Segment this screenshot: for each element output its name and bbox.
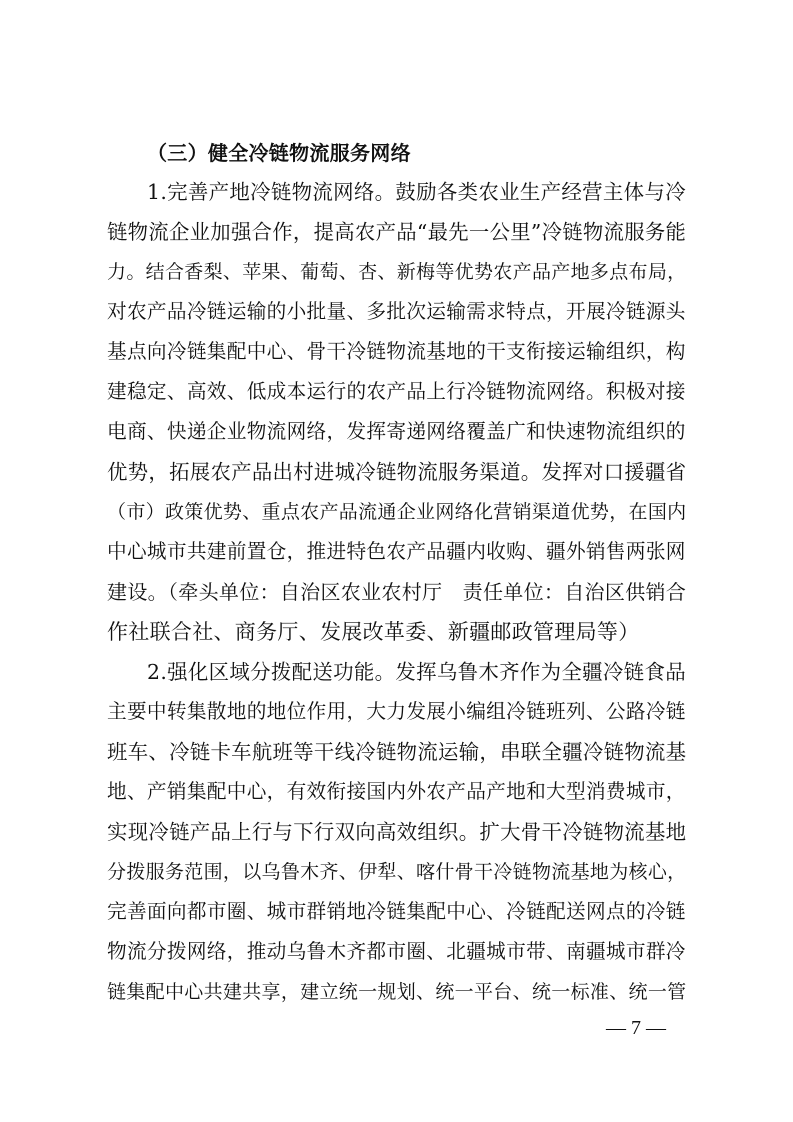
paragraph-1-line-5: 基点向冷链集配中心、骨干冷链物流基地的干支衔接运输组织，构 [107, 340, 686, 363]
paragraph-1-line-6: 建稳定、高效、低成本运行的农产品上行冷链物流网络。积极对接 [107, 380, 686, 403]
paragraph-1-line-1: 1.完善产地冷链物流网络。鼓励各类农业生产经营主体与冷 [147, 180, 686, 204]
paragraph-2-line-9: 链集配中心共建共享，建立统一规划、统一平台、统一标准、统一管 [107, 981, 686, 1003]
paragraph-2-line-2: 主要中转集散地的地位作用，大力发展小编组冷链班列、公路冷链 [107, 700, 686, 723]
page-number: — 7 — [606, 1017, 666, 1039]
paragraph-1-line-11: 建设。（牵头单位：自治区农业农村厅 责任单位：自治区供销合 [107, 580, 686, 604]
paragraph-2-line-1: 2.强化区域分拨配送功能。发挥乌鲁木齐作为全疆冷链食品 [147, 660, 686, 684]
paragraph-1-line-12: 作社联合社、商务厅、发展改革委、新疆邮政管理局等） [107, 620, 640, 644]
paragraph-2-line-3: 班车、冷链卡车航班等干线冷链物流运输，串联全疆冷链物流基 [107, 740, 686, 764]
paragraph-1-line-4: 对农产品冷链运输的小批量、多批次运输需求特点，开展冷链源头 [107, 300, 686, 323]
paragraph-2-line-7: 完善面向都市圈、城市群销地冷链集配中心、冷链配送网点的冷链 [107, 900, 686, 923]
section-heading: （三）健全冷链物流服务网络 [147, 141, 411, 165]
paragraph-1-line-8: 优势，拓展农产品出村进城冷链物流服务渠道。发挥对口援疆省 [107, 460, 686, 484]
paragraph-2-line-4: 地、产销集配中心，有效衔接国内外农产品产地和大型消费城市， [107, 780, 686, 803]
paragraph-1-line-3: 力。结合香梨、苹果、葡萄、杏、新梅等优势农产品产地多点布局， [107, 261, 686, 283]
paragraph-1-line-9: （市）政策优势、重点农产品流通企业网络化营销渠道优势，在国内 [107, 501, 686, 523]
paragraph-2-line-8: 物流分拨网络，推动乌鲁木齐都市圈、北疆城市带、南疆城市群冷 [107, 940, 686, 963]
paragraph-1-line-7: 电商、快递企业物流网络，发挥寄递网络覆盖广和快速物流组织的 [107, 420, 686, 443]
paragraph-1-line-2: 链物流企业加强合作，提高农产品“最先一公里”冷链物流服务能 [107, 220, 686, 244]
paragraph-2-line-5: 实现冷链产品上行与下行双向高效组织。扩大骨干冷链物流基地 [107, 820, 686, 844]
paragraph-2-line-6: 分拨服务范围，以乌鲁木齐、伊犁、喀什骨干冷链物流基地为核心， [107, 861, 686, 883]
paragraph-1-line-10: 中心城市共建前置仓，推进特色农产品疆内收购、疆外销售两张网 [107, 540, 686, 563]
